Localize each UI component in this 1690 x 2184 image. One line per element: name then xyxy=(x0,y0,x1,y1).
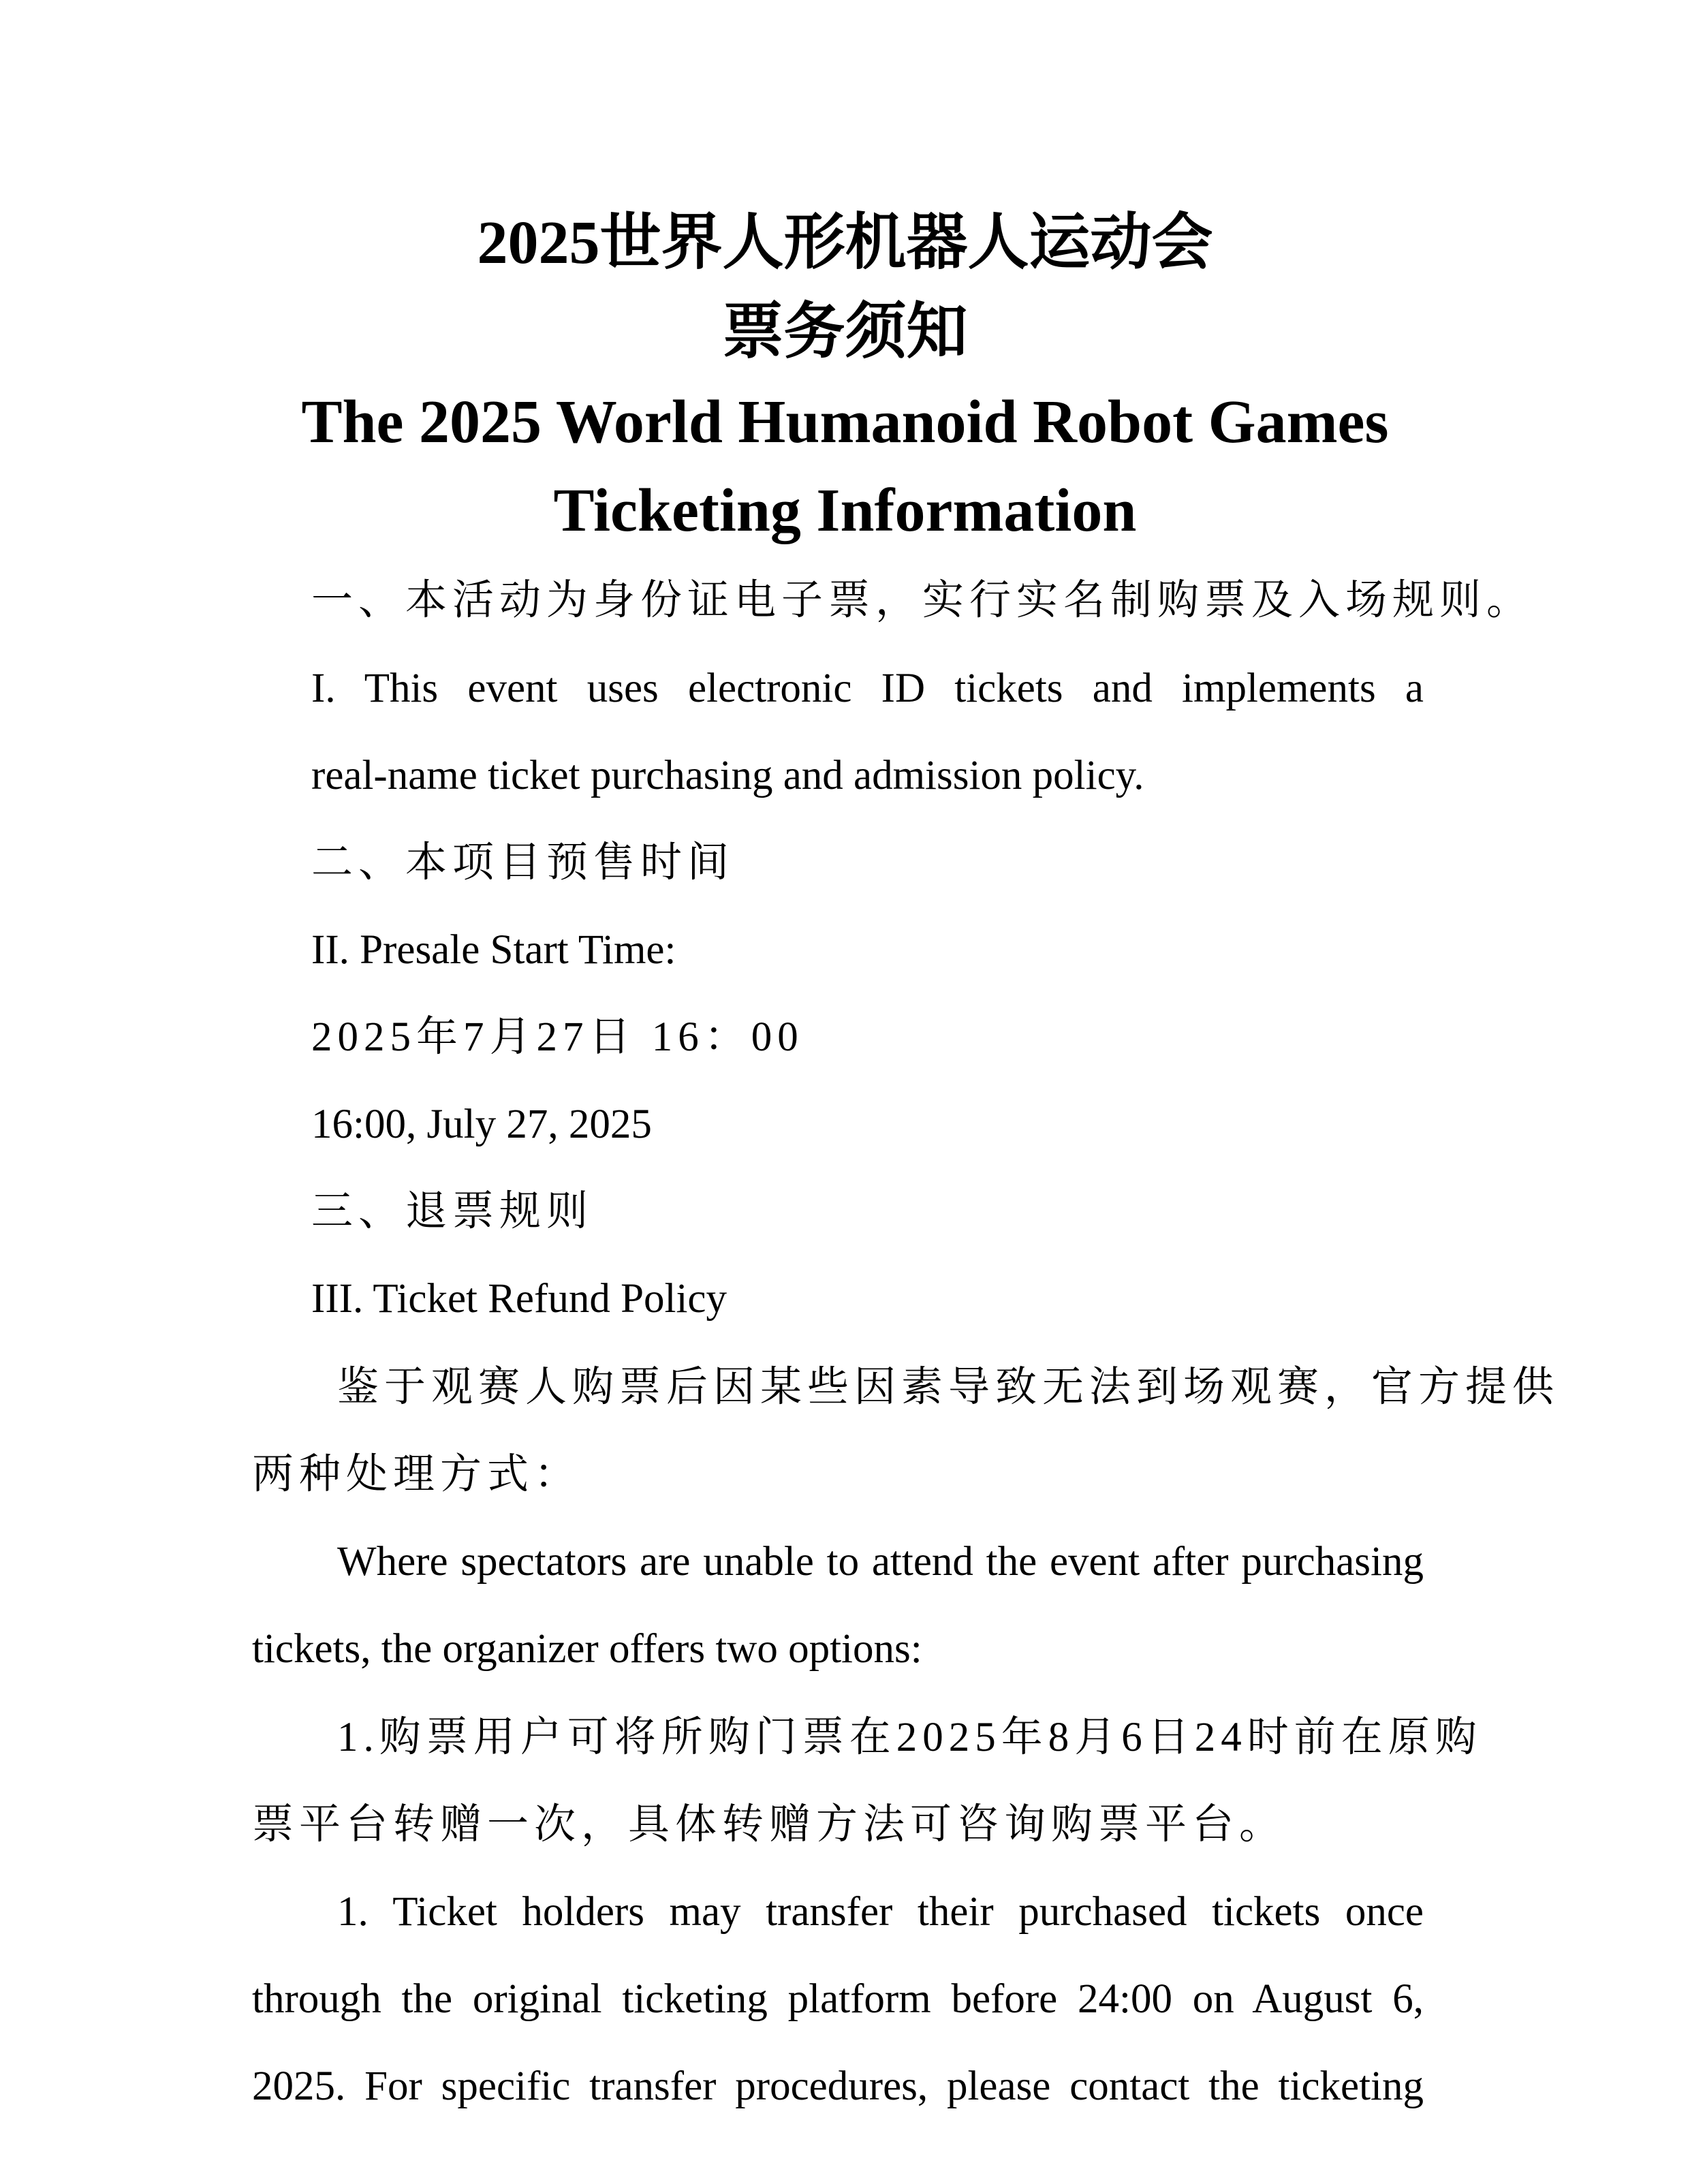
section2-en-time: 16:00, July 27, 2025 xyxy=(311,1102,652,1147)
section3-en-heading: III. Ticket Refund Policy xyxy=(311,1276,727,1322)
section3-en-intro-line1: Where spectators are unable to attend the event after purchasing xyxy=(337,1539,1424,1585)
section3-zh-heading: 三、退票规则 xyxy=(311,1189,594,1234)
section3-en-item1-line3: 2025. For specific transfer procedures, please contact the ticketing xyxy=(252,2063,1424,2109)
title-en-line2: Ticketing Information xyxy=(553,477,1137,544)
section2-zh-heading: 二、本项目预售时间 xyxy=(311,840,735,886)
section3-zh-intro-line1: 鉴于观赛人购票后因某些因素导致无法到场观赛，官方提供 xyxy=(337,1364,1560,1410)
section3-zh-item1-line2: 票平台转赠一次，具体转赠方法可咨询购票平台。 xyxy=(252,1802,1287,1847)
section2-en-heading: II. Presale Start Time: xyxy=(311,927,676,973)
section3-zh-intro-line2: 两种处理方式： xyxy=(252,1452,582,1497)
section3-en-item1-line1: 1. Ticket holders may transfer their purchased tickets once xyxy=(337,1889,1424,1935)
section1-en-line2: real-name ticket purchasing and admission policy. xyxy=(311,753,1144,798)
title-zh-line1: 2025世界人形机器人运动会 xyxy=(477,209,1213,277)
section2-zh-time: 2025年7月27日 16：00 xyxy=(311,1014,804,1060)
section3-en-intro-line2: tickets, the organizer offers two options: xyxy=(252,1626,922,1672)
section1-en-line1: I. This event uses electronic ID tickets and implements a xyxy=(311,666,1424,711)
section3-zh-item1-line1: 1.购票用户可将所购门票在2025年8月6日24时前在原购 xyxy=(337,1715,1482,1760)
section1-zh: 一、本活动为身份证电子票，实行实名制购票及入场规则。 xyxy=(311,578,1534,623)
section3-en-item1-line2: through the original ticketing platform before 24:00 on August 6, xyxy=(252,1976,1424,2022)
title-zh-line2: 票务须知 xyxy=(722,298,968,366)
title-en-line1: The 2025 World Humanoid Robot Games xyxy=(301,388,1389,456)
